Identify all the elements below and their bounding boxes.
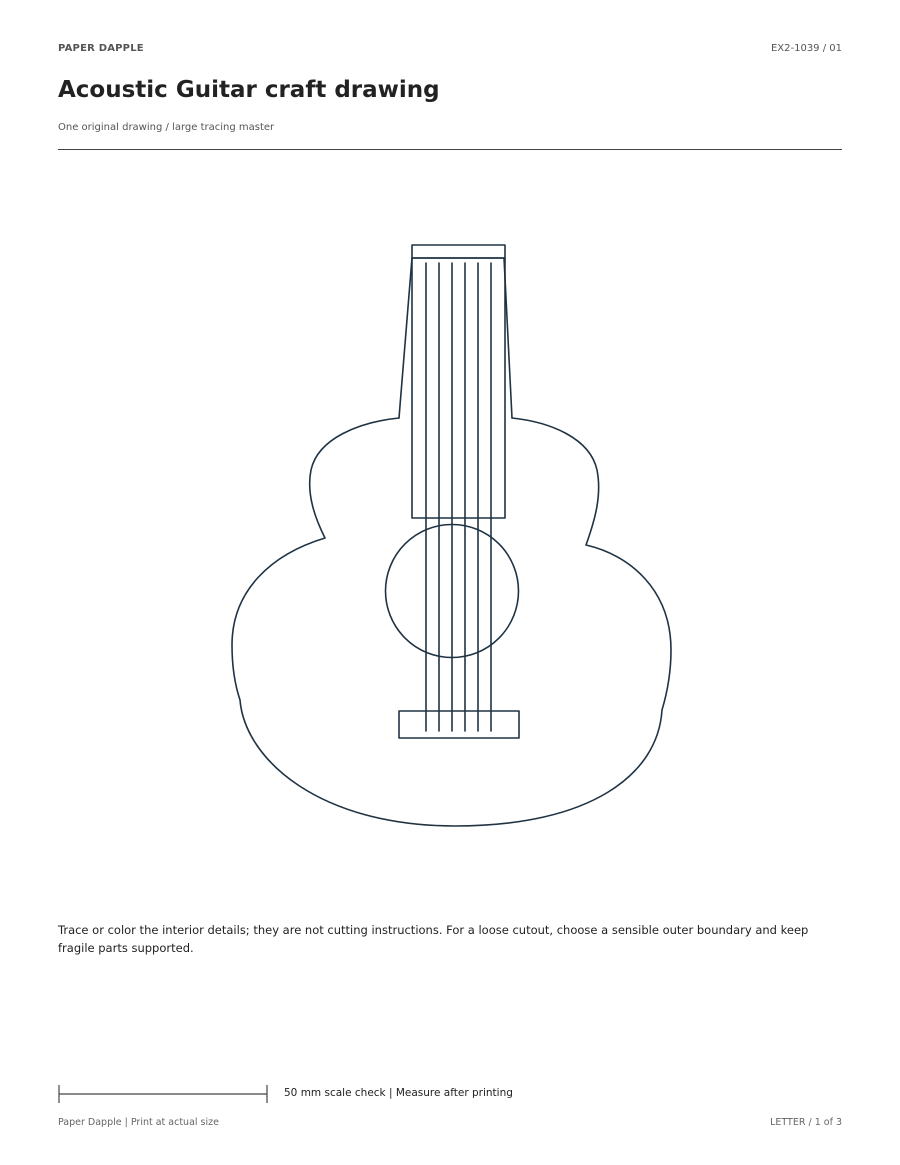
footer-page-info: LETTER / 1 of 3: [770, 1117, 842, 1128]
page-subtitle: One original drawing / large tracing master: [58, 122, 275, 133]
guitar-bridge: [399, 711, 519, 738]
guitar-strings: [426, 263, 491, 731]
scale-label: 50 mm scale check | Measure after printing: [284, 1087, 513, 1099]
guitar-neck-taper: [399, 258, 512, 418]
document-id: EX2-1039 / 01: [770, 43, 842, 54]
scale-bar: [58, 1084, 270, 1104]
brand-name: PAPER DAPPLE: [58, 43, 144, 54]
instruction-note: Trace or color the interior details; they are not cutting instructions. For a loose cutout, choose a sensible outer boundary and keep fragile parts supported.: [58, 923, 809, 955]
footer-left: Paper Dapple | Print at actual size: [58, 1117, 219, 1128]
guitar-headstock: [412, 245, 505, 258]
page-title: Acoustic Guitar craft drawing: [58, 77, 440, 103]
